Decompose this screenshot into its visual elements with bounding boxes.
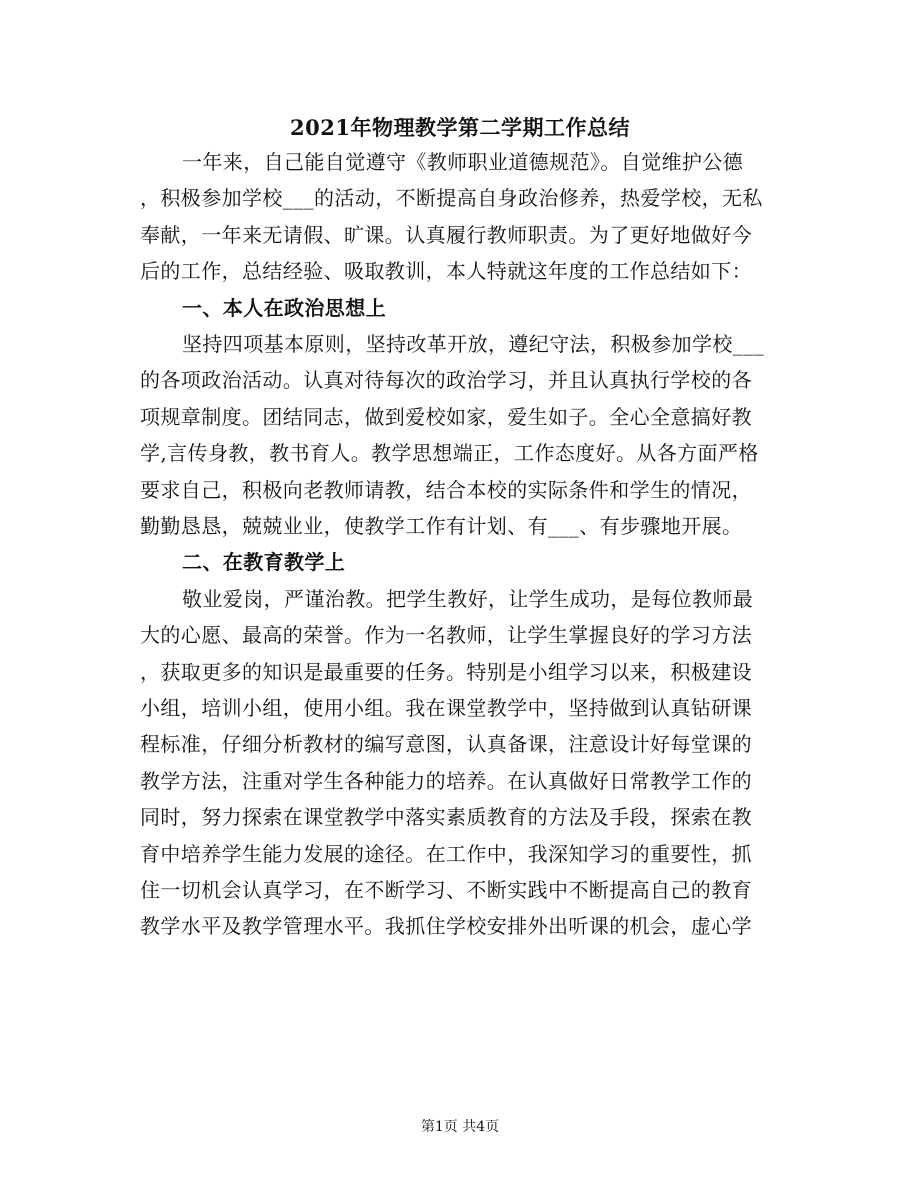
paragraph-line: 大的心愿、最高的荣誉。作为一名教师，让学生掌握良好的学习方法 — [140, 623, 752, 648]
section-heading: 二、在教育教学上 — [182, 550, 346, 575]
paragraph-line: 程标准，仔细分析教材的编写意图，认真备课，注意设计好每堂课的 — [140, 732, 752, 757]
paragraph-line: 同时，努力探索在课堂教学中落实素质教育的方法及手段，探索在教 — [140, 805, 752, 830]
paragraph-line: 项规章制度。团结同志，做到爱校如家，爱生如子。全心全意搞好教 — [140, 404, 752, 429]
page-footer: 第1页 共4页 — [420, 1119, 500, 1135]
paragraph-line: 学,言传身教，教书育人。教学思想端正，工作态度好。从各方面严格 — [140, 441, 759, 466]
paragraph-line: 奉献，一年来无请假、旷课。认真履行教师职责。为了更好地做好今 — [140, 222, 752, 247]
paragraph-line: 勤勤恳恳，兢兢业业，使教学工作有计划、有___、有步骤地开展。 — [140, 514, 743, 538]
paragraph-line: 一年来，自己能自觉遵守《教师职业道德规范》。自觉维护公德 — [182, 150, 744, 174]
paragraph-line: 教学水平及教学管理水平。我抓住学校安排外出听课的机会，虚心学 — [140, 914, 752, 939]
paragraph-line: 的各项政治活动。认真对待每次的政治学习，并且认真执行学校的各 — [140, 368, 752, 393]
paragraph-line: 后的工作，总结经验、吸取教训，本人特就这年度的工作总结如下： — [140, 259, 752, 284]
paragraph-line: 育中培养学生能力发展的途径。在工作中，我深知学习的重要性，抓 — [140, 841, 752, 866]
paragraph-line: 坚持四项基本原则，坚持改革开放，遵纪守法，积极参加学校___ — [182, 332, 764, 356]
paragraph-line: ，积极参加学校___的活动，不断提高自身政治修养，热爱学校，无私 — [140, 186, 763, 211]
document-title: 2021年物理教学第二学期工作总结 — [290, 115, 630, 140]
paragraph-line: 小组，培训小组，使用小组。我在课堂教学中，坚持做到认真钻研课 — [140, 696, 752, 720]
paragraph-line: 敬业爱岗，严谨治教。把学生教好，让学生成功，是每位教师最 — [182, 586, 754, 611]
paragraph-line: 要求自己，积极向老教师请教，结合本校的实际条件和学生的情况， — [140, 477, 752, 502]
paragraph-line: 教学方法，注重对学生各种能力的培养。在认真做好日常教学工作的 — [140, 768, 752, 793]
section-heading: 一、本人在政治思想上 — [182, 295, 386, 320]
paragraph-line: 住一切机会认真学习，在不断学习、不断实践中不断提高自己的教育 — [140, 878, 752, 902]
paragraph-line: ，获取更多的知识是最重要的任务。特别是小组学习以来，积极建设 — [140, 659, 752, 684]
